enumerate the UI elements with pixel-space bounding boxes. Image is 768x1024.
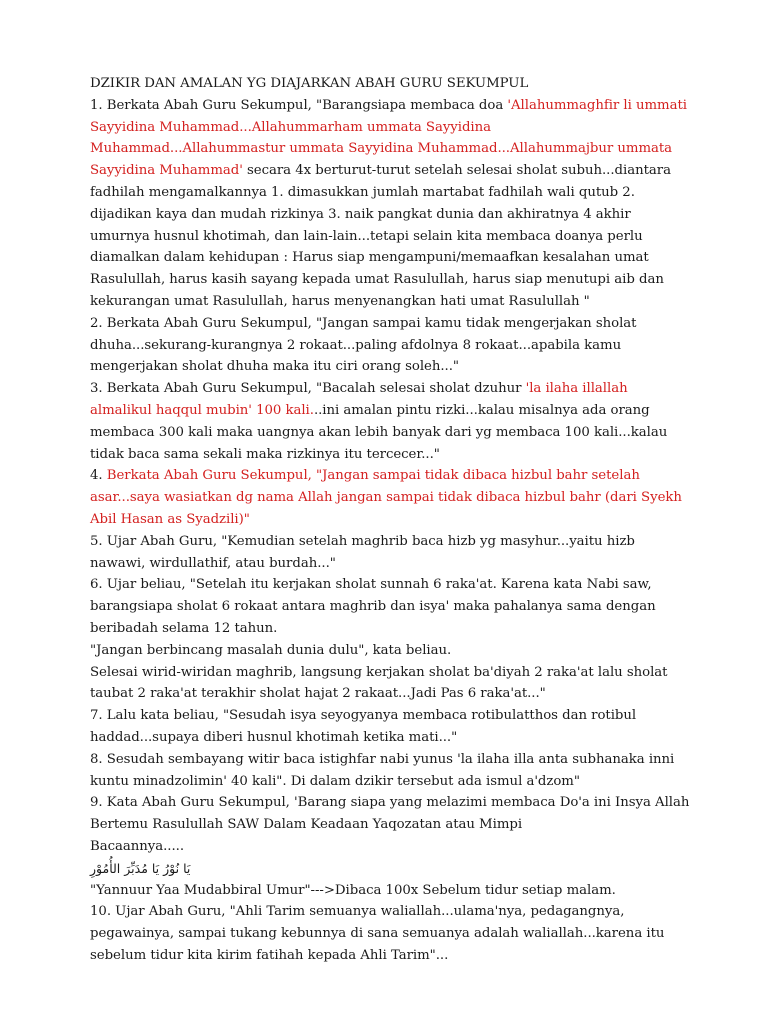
paragraph-text: Selesai wirid-wiridan maghrib, langsung kerjakan sholat ba'diyah 2 raka'at lalu sholat taubat 2 raka'at terakhir sholat hajat 2 rakaat...Jadi Pas 6 raka'at..." — [90, 664, 668, 702]
paragraph-text: "Jangan berbincang masalah dunia dulu", kata beliau. — [90, 642, 452, 658]
paragraph-9-transliteration — [90, 880, 690, 902]
paragraph-text: 3. Berkata Abah Guru Sekumpul, "Bacalah selesai sholat dzuhur — [90, 381, 526, 397]
paragraph-8 — [90, 749, 690, 793]
paragraph-text: 1. Berkata Abah Guru Sekumpul, "Barangsiapa membaca doa — [90, 97, 508, 113]
paragraph-text: 6. Ujar beliau, "Setelah itu kerjakan sholat sunnah 6 raka'at. Karena kata Nabi saw, barangsiapa sholat 6 rokaat antara maghrib dan isya' maka pahalanya sama dengan beribadah selama 12 tahun. — [90, 577, 656, 636]
paragraph-1 — [90, 95, 690, 313]
highlighted-text: 'la ilaha illallah almalikul haqqul mubin' 100 kali. — [90, 381, 628, 418]
document-body — [90, 73, 690, 967]
paragraph-text: Bacaannya..... — [90, 838, 185, 854]
paragraph-text: secara 4x berturut-turut setelah selesai sholat subuh...diantara fadhilah mengamalkannya 1. dimasukkan jumlah martabat fadhilah wali qutub 2. dijadikan kaya dan mudah rizkinya 3. naik pangkat dunia dan akhiratnya 4 akhir umurnya husnul khotimah, dan lain-lain...tetapi selain kita membaca doanya perlu diamalkan dalam kehidupan : Harus siap mengampuni/memaafkan kesalahan umat Rasulullah, harus kasih sayang kepada umat Rasulullah, harus siap menutupi aib dan kekurangan umat Rasulullah, harus menyenangkan hati umat Rasulullah " — [90, 163, 671, 309]
paragraph-3 — [90, 378, 690, 465]
paragraph-text: 2. Berkata Abah Guru Sekumpul, "Jangan sampai kamu tidak mengerjakan sholat dhuha...sekurang-kurangnya 2 rokaat...paling afdolnya 8 rokaat...apabila kamu mengerjakan sholat dhuha maka itu ciri orang soleh..." — [90, 315, 637, 375]
paragraph-5 — [90, 531, 690, 575]
paragraph-text: 7. Lalu kata beliau, "Sesudah isya seyogyanya membaca rotibulatthos dan rotibul haddad...supaya diberi husnul khotimah ketika mati..." — [90, 708, 637, 745]
paragraph-text: "Yannuur Yaa Mudabbiral Umur"--->Dibaca 100x Sebelum tidur setiap malam. — [90, 882, 616, 898]
paragraph-7 — [90, 705, 690, 749]
highlighted-text: 'Allahummaghfir li ummati Sayyidina Muhammad...Allahummarham ummata Sayyidina Muhammad...Allahummastur ummata Sayyidina Muhammad...Allahummajbur ummata Sayyidina Muhammad' — [90, 97, 687, 179]
arabic-text: يَا نُوْرُ يَا مُدَبِّرَ الأُمُوْرِ — [90, 860, 191, 876]
paragraph-9-reading-label — [90, 836, 690, 858]
paragraph-10 — [90, 901, 690, 966]
paragraph-4 — [90, 465, 690, 530]
paragraph-6-quote — [90, 640, 690, 662]
paragraph-6 — [90, 574, 690, 639]
paragraph-6-continued — [90, 662, 690, 706]
paragraph-text: 8. Sesudah sembayang witir baca istighfar nabi yunus 'la ilaha illa anta subhanaka inni kuntu minadzolimin' 40 kali". Di dalam dzikir tersebut ada ismul a'dzom" — [90, 751, 675, 789]
paragraph-2 — [90, 313, 690, 378]
paragraph-text: 10. Ujar Abah Guru, "Ahli Tarim semuanya waliallah...ulama'nya, pedagangnya, pegawainya, sampai tukang kebunnya di sana semuanya adalah waliallah...karena itu sebelum tidur kita kirim fatihah kepada Ahli Tarim"... — [90, 904, 665, 964]
paragraph-text: ..ini amalan pintu rizki...kalau misalnya ada orang membaca 300 kali maka uangnya akan lebih banyak dari yg membaca 100 kali...kalau tidak baca sama sekali maka rizkinya itu tercecer..." — [90, 402, 668, 462]
paragraph-text: 5. Ujar Abah Guru, "Kemudian setelah maghrib baca hizb yg masyhur...yaitu hizb nawawi, wirdullathif, atau burdah..." — [90, 533, 635, 571]
document-title: DZIKIR DAN AMALAN YG DIAJARKAN ABAH GURU SEKUMPUL — [90, 76, 529, 91]
highlighted-text: Berkata Abah Guru Sekumpul, "Jangan sampai tidak dibaca hizbul bahr setelah asar...saya wasiatkan dg nama Allah jangan sampai tidak dibaca hizbul bahr (dari Syekh Abil Hasan as Syadzili)" — [90, 468, 682, 527]
paragraph-9 — [90, 792, 690, 836]
paragraph-text: 4. — [90, 468, 107, 484]
paragraph-text: 9. Kata Abah Guru Sekumpul, 'Barang siapa yang melazimi membaca Do'a ini Insya Allah Bertemu Rasulullah SAW Dalam Keadaan Yaqozatan atau Mimpi — [90, 795, 690, 833]
